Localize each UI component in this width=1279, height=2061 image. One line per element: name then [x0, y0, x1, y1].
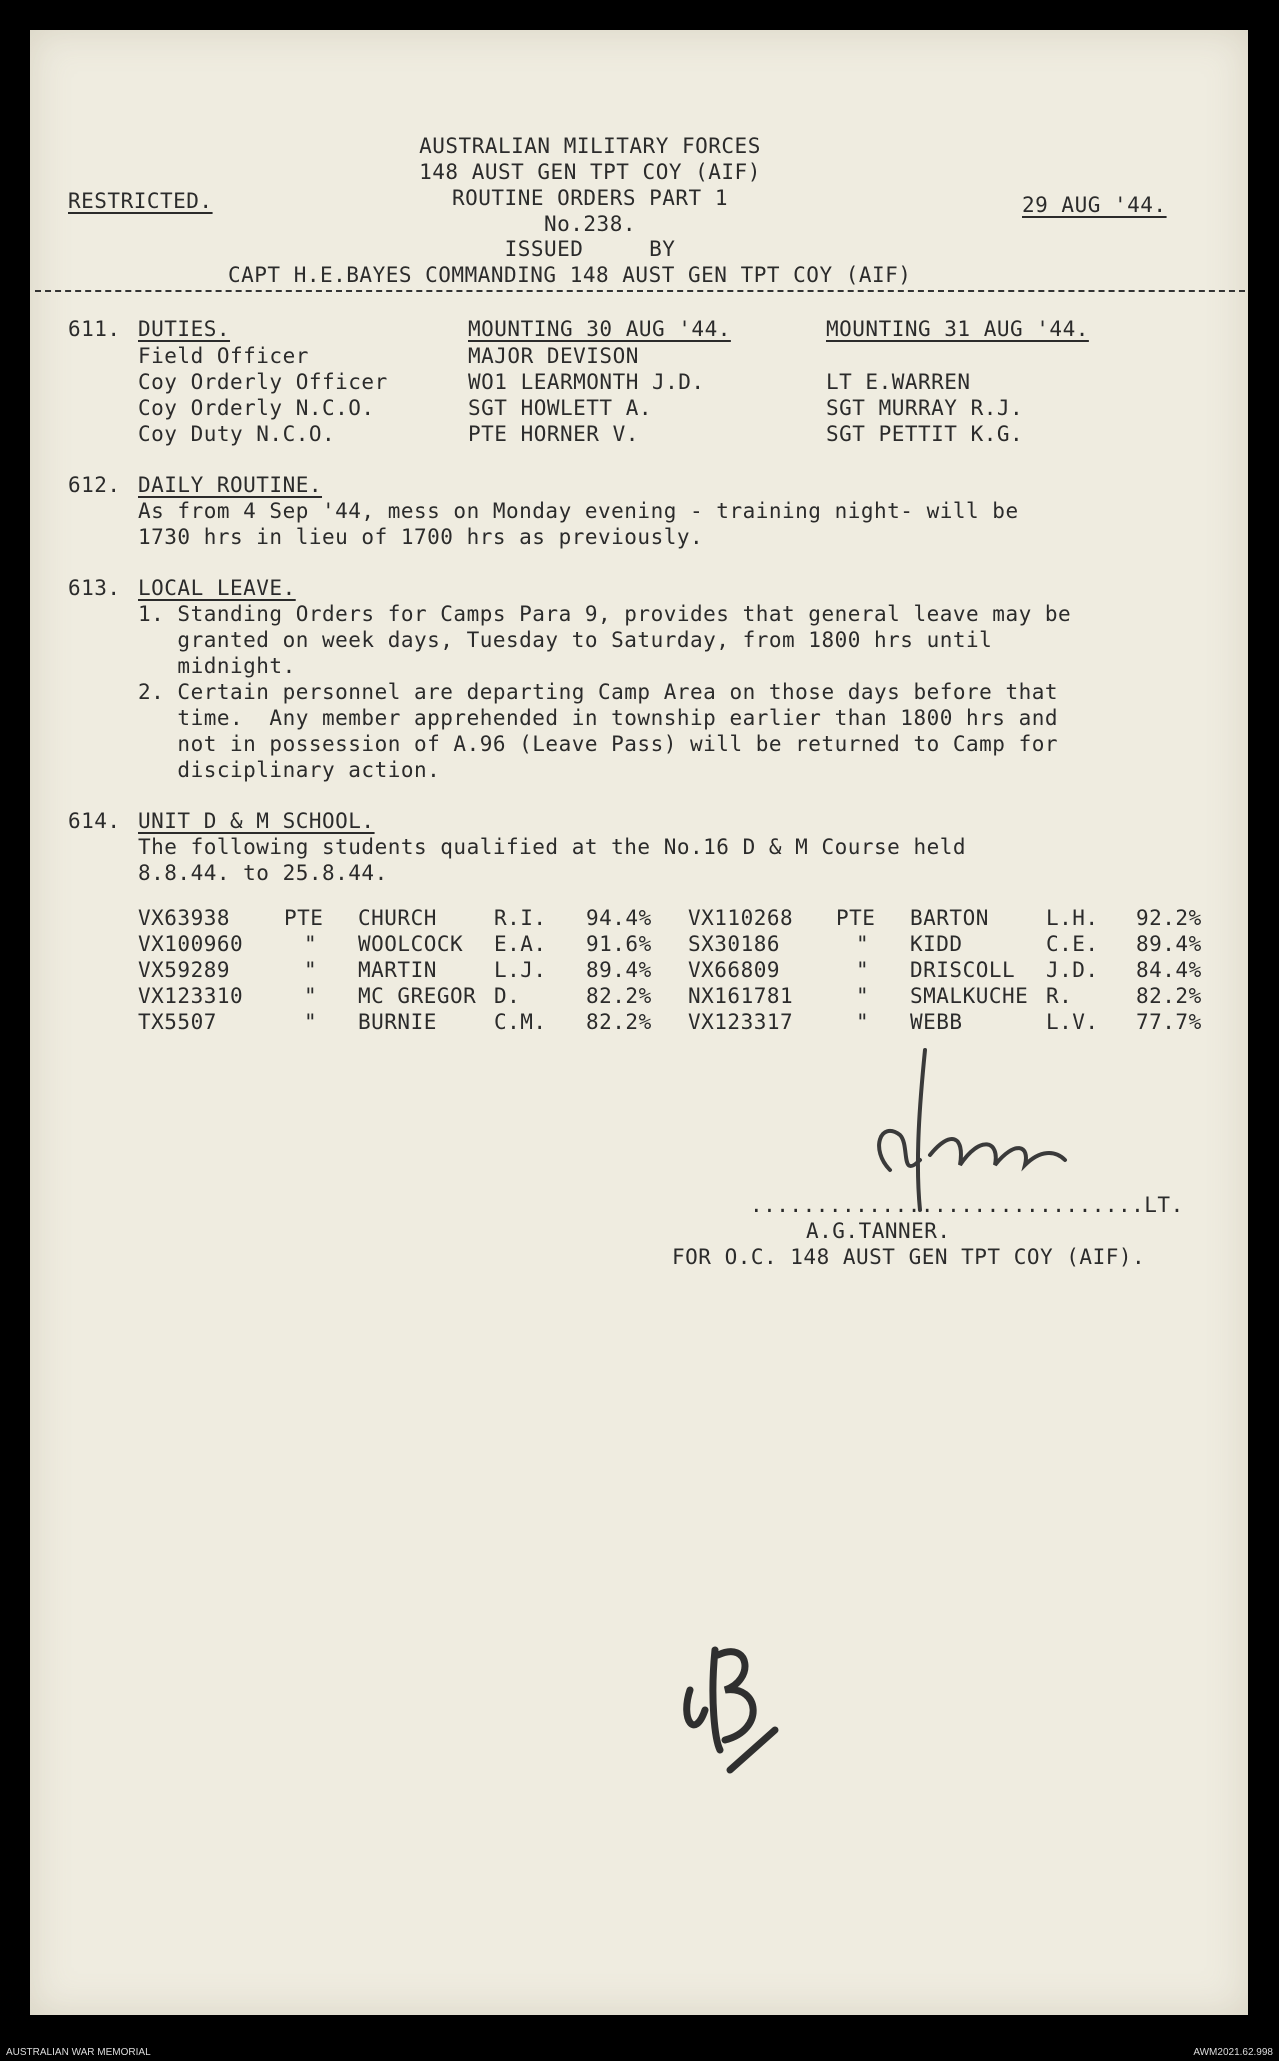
student-initials: C.M.	[494, 1010, 547, 1034]
school-text: 8.8.44. to 25.8.44.	[138, 861, 388, 885]
student-score: 82.2%	[586, 984, 652, 1008]
student-score: 94.4%	[586, 906, 652, 930]
student-score: 92.2%	[1136, 906, 1202, 930]
student-score: 82.2%	[1136, 984, 1202, 1008]
local-leave-text: granted on week days, Tuesday to Saturday, from 1800 hrs until	[138, 628, 993, 652]
order-date: 29 AUG '44.	[1022, 193, 1167, 217]
student-name: MARTIN	[358, 958, 437, 982]
student-rank: "	[304, 958, 318, 982]
student-number: SX30186	[688, 932, 781, 956]
student-name: BURNIE	[358, 1010, 437, 1034]
duty-role: Coy Orderly N.C.O.	[138, 396, 375, 420]
signatory-title: FOR O.C. 148 AUST GEN TPT COY (AIF).	[672, 1245, 1146, 1269]
student-score: 89.4%	[586, 958, 652, 982]
issued-by: ISSUED BY	[504, 237, 676, 261]
student-initials: C.E.	[1046, 932, 1099, 956]
section-number-613: 613.	[68, 576, 121, 600]
archive-reference: AWM2021.62.998	[1193, 2047, 1273, 2058]
local-leave-heading: LOCAL LEAVE.	[138, 576, 296, 600]
signatory-name: A.G.TANNER.	[806, 1219, 951, 1243]
student-initials: L.H.	[1046, 906, 1099, 930]
handwritten-initials	[670, 1630, 790, 1790]
student-initials: R.I.	[494, 906, 547, 930]
student-rank: PTE	[836, 906, 876, 930]
duties-col1-heading: MOUNTING 30 AUG '44.	[468, 317, 731, 341]
local-leave-text: 2. Certain personnel are departing Camp Area on those days before that	[138, 680, 1059, 704]
header-line-3: ROUTINE ORDERS PART 1	[451, 186, 728, 210]
student-score: 91.6%	[586, 932, 652, 956]
section-number-614: 614.	[68, 809, 121, 833]
local-leave-text: midnight.	[138, 654, 296, 678]
student-initials: R.	[1046, 984, 1073, 1008]
daily-routine-text: As from 4 Sep '44, mess on Monday evening - training night- will be	[138, 499, 1019, 523]
duty-day2: LT E.WARREN	[826, 370, 971, 394]
daily-routine-text: 1730 hrs in lieu of 1700 hrs as previously.	[138, 525, 704, 549]
student-rank: "	[304, 932, 318, 956]
student-score: 84.4%	[1136, 958, 1202, 982]
school-heading: UNIT D & M SCHOOL.	[138, 809, 375, 833]
student-number: VX123310	[138, 984, 244, 1008]
student-name: DRISCOLL	[910, 958, 1016, 982]
student-name: BARTON	[910, 906, 989, 930]
section-number-611: 611.	[68, 317, 121, 341]
duty-role: Coy Orderly Officer	[138, 370, 388, 394]
student-rank: "	[856, 932, 870, 956]
student-name: CHURCH	[358, 906, 437, 930]
student-name: SMALKUCHE	[910, 984, 1029, 1008]
student-rank: "	[856, 984, 870, 1008]
student-number: NX161781	[688, 984, 794, 1008]
student-number: VX59289	[138, 958, 231, 982]
student-initials: L.V.	[1046, 1010, 1099, 1034]
duty-day2: SGT PETTIT K.G.	[826, 422, 1024, 446]
student-number: VX123317	[688, 1010, 794, 1034]
section-number-612: 612.	[68, 473, 121, 497]
student-initials: L.J.	[494, 958, 547, 982]
student-score: 89.4%	[1136, 932, 1202, 956]
student-number: TX5507	[138, 1010, 217, 1034]
duties-heading: DUTIES.	[138, 317, 231, 341]
student-name: MC GREGOR	[358, 984, 477, 1008]
student-number: VX63938	[138, 906, 231, 930]
signature-line: ..............................LT.	[750, 1193, 1184, 1217]
student-name: WOOLCOCK	[358, 932, 464, 956]
student-rank: "	[304, 1010, 318, 1034]
header-line-1: AUSTRALIAN MILITARY FORCES	[419, 134, 761, 158]
student-score: 77.7%	[1136, 1010, 1202, 1034]
student-number: VX110268	[688, 906, 794, 930]
duty-role: Coy Duty N.C.O.	[138, 422, 336, 446]
duty-day1: PTE HORNER V.	[468, 422, 639, 446]
local-leave-text: not in possession of A.96 (Leave Pass) will be returned to Camp for	[138, 732, 1059, 756]
student-name: KIDD	[910, 932, 963, 956]
student-rank: "	[304, 984, 318, 1008]
student-rank: PTE	[284, 906, 324, 930]
header-divider	[35, 290, 1245, 292]
student-number: VX100960	[138, 932, 244, 956]
local-leave-text: time. Any member apprehended in township earlier than 1800 hrs and	[138, 706, 1059, 730]
local-leave-text: disciplinary action.	[138, 758, 441, 782]
student-name: WEBB	[910, 1010, 963, 1034]
student-number: VX66809	[688, 958, 781, 982]
student-rank: "	[856, 1010, 870, 1034]
duty-day1: MAJOR DEVISON	[468, 344, 639, 368]
archive-credit: AUSTRALIAN WAR MEMORIAL	[6, 2047, 151, 2058]
student-rank: "	[856, 958, 870, 982]
issuing-officer: CAPT H.E.BAYES COMMANDING 148 AUST GEN TPT COY (AIF)	[228, 263, 912, 287]
classification-label: RESTRICTED.	[68, 189, 213, 213]
duty-day2: SGT MURRAY R.J.	[826, 396, 1024, 420]
header-line-2: 148 AUST GEN TPT COY (AIF)	[419, 160, 761, 184]
student-initials: D.	[494, 984, 521, 1008]
duty-day1: SGT HOWLETT A.	[468, 396, 653, 420]
student-initials: E.A.	[494, 932, 547, 956]
duty-day1: WO1 LEARMONTH J.D.	[468, 370, 705, 394]
duty-role: Field Officer	[138, 344, 309, 368]
school-text: The following students qualified at the No.16 D & M Course held	[138, 835, 967, 859]
order-number: No.238.	[543, 212, 636, 236]
student-initials: J.D.	[1046, 958, 1099, 982]
daily-routine-heading: DAILY ROUTINE.	[138, 473, 323, 497]
local-leave-text: 1. Standing Orders for Camps Para 9, provides that general leave may be	[138, 602, 1072, 626]
student-score: 82.2%	[586, 1010, 652, 1034]
duties-col2-heading: MOUNTING 31 AUG '44.	[826, 317, 1089, 341]
